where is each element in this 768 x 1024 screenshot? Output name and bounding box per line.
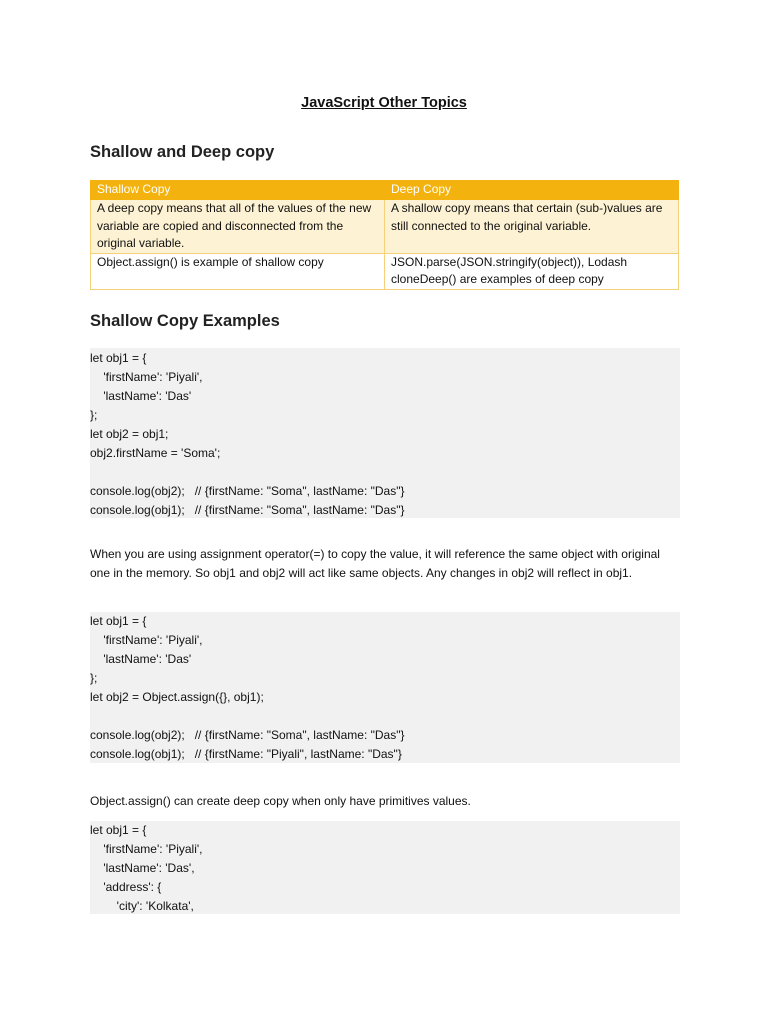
code-line: obj2.firstName = 'Soma'; [90, 446, 221, 460]
code-line: let obj2 = obj1; [90, 427, 169, 441]
code-line [90, 463, 680, 482]
paragraph-object-assign: Object.assign() can create deep copy when only have primitives values. [90, 794, 471, 808]
table-cell: JSON.parse(JSON.stringify(object)), Lodash cloneDeep() are examples of deep copy [385, 253, 679, 289]
table-cell: Object.assign() is example of shallow copy [91, 253, 385, 289]
code-line: let obj1 = { [90, 823, 147, 837]
table-cell: A deep copy means that all of the values of the new variable are copied and disconnected from the original variable. [91, 200, 385, 254]
code-block-2 [90, 612, 680, 763]
table-header-deep: Deep Copy [385, 181, 679, 200]
document-title: JavaScript Other Topics [301, 95, 467, 111]
code-line: 'firstName': 'Piyali', [90, 842, 203, 856]
code-line: console.log(obj1); // {firstName: "Soma", lastName: "Das"} [90, 503, 405, 517]
code-line: 'firstName': 'Piyali', [90, 370, 203, 384]
code-line [90, 707, 680, 726]
table-cell: A shallow copy means that certain (sub-)values are still connected to the original variable. [385, 200, 679, 254]
table-row [91, 253, 679, 289]
code-block-1 [90, 348, 680, 518]
comparison-table [90, 180, 679, 290]
code-line: let obj1 = { [90, 351, 147, 365]
code-line: console.log(obj2); // {firstName: "Soma", lastName: "Das"} [90, 728, 405, 742]
heading-shallow-copy-examples: Shallow Copy Examples [90, 312, 280, 330]
code-line: 'firstName': 'Piyali', [90, 633, 203, 647]
heading-shallow-and-deep-copy: Shallow and Deep copy [90, 143, 275, 161]
paragraph-assignment-operator: When you are using assignment operator(=) to copy the value, it will reference the same object with original one in the memory. So obj1 and obj2 will act like same objects. Any changes in obj2 will reflect in obj1. [90, 547, 660, 580]
table-row [91, 200, 679, 254]
code-line: 'lastName': 'Das', [90, 861, 195, 875]
code-line: 'city': 'Kolkata', [90, 899, 194, 913]
code-line: }; [90, 408, 98, 422]
code-line: console.log(obj1); // {firstName: "Piyali", lastName: "Das"} [90, 747, 402, 761]
code-line: 'lastName': 'Das' [90, 652, 192, 666]
code-line: let obj1 = { [90, 614, 147, 628]
code-line: }; [90, 671, 98, 685]
code-block-3 [90, 821, 680, 914]
table-header-shallow: Shallow Copy [91, 181, 385, 200]
code-line: 'lastName': 'Das' [90, 389, 192, 403]
code-line: console.log(obj2); // {firstName: "Soma", lastName: "Das"} [90, 484, 405, 498]
code-line: let obj2 = Object.assign({}, obj1); [90, 690, 264, 704]
code-line: 'address': { [90, 880, 162, 894]
